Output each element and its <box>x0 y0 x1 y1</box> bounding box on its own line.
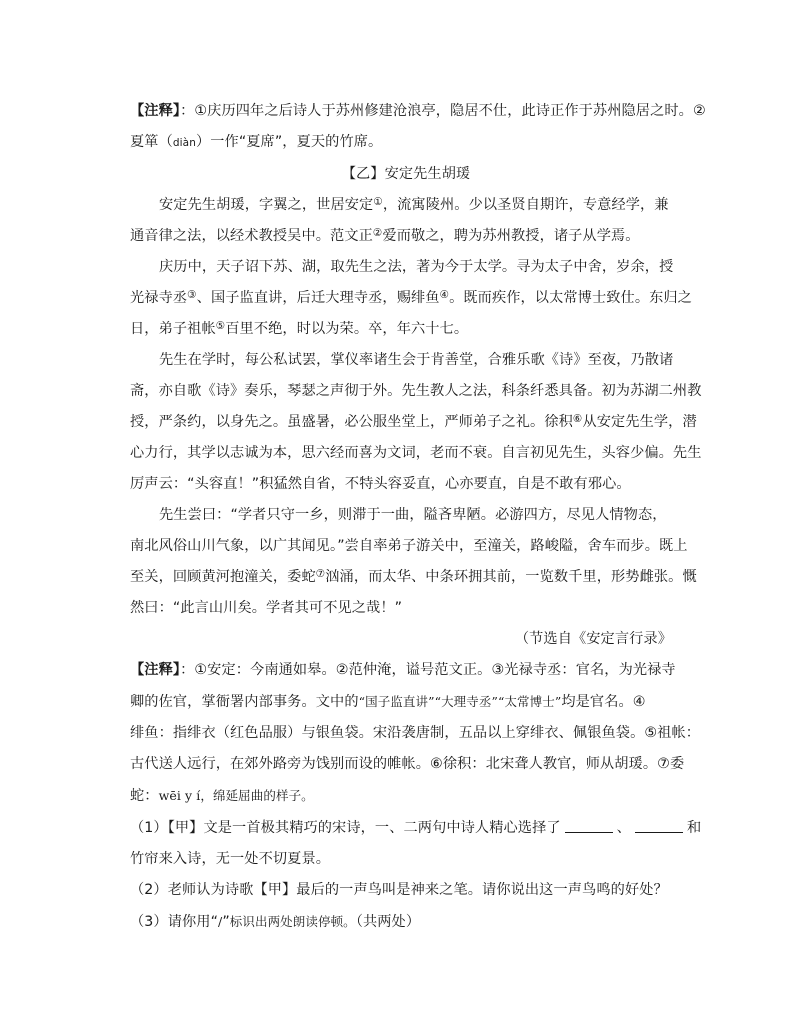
answer-blank-2[interactable] <box>635 820 683 833</box>
source-citation: （节选自《安定言行录》 <box>514 631 672 647</box>
paragraph-2-line-1: 庆历中，天子诏下苏、湖，取先生之法，著为今于太学。寻为太子中舍，岁余，授 <box>159 259 674 275</box>
footnote-marker: ⑦ <box>315 568 326 580</box>
note-1-line-1: 【注释】：①庆历四年之后诗人于苏州修建沧浪亭，隐居不仕，此诗正作于苏州隐居之时。② <box>130 103 706 119</box>
note-label: 【注释】 <box>130 103 181 119</box>
paragraph-4-line-3: 至关，回顾黄河抱潼关，委蛇⑦汹涌，而太华、中条环拥其前，一览数千里，形势雌张。慨 <box>130 568 697 585</box>
pinyin: wēi y í，绵延屈曲的样子。 <box>158 788 314 803</box>
question-3: （3）请你用“/”标识出两处朗读停顿。（共两处） <box>130 914 421 930</box>
footnote-marker: ② <box>372 227 383 239</box>
paragraph-3-line-2: 斋，亦自歌《诗》奏乐，琴瑟之声彻于外。先生教人之法，科条纤悉具备。初为苏湖二州教 <box>130 383 702 399</box>
paragraph-4-line-2: 南北风俗山川气象，以广其闻见。”尝自率弟子游关中，至潼关，路峻隘，舍车而步。既上 <box>130 538 688 554</box>
paragraph-3-line-1: 先生在学时，每公私试罢，掌仪率诸生会于肯善堂，合雅乐歌《诗》至夜，乃散诸 <box>159 352 674 368</box>
answer-blank-1[interactable] <box>565 820 613 833</box>
note-2-line-3: 绯鱼：指绯衣（红色品服）与银鱼袋。宋沿袭唐制，五品以上穿绯衣、佩银鱼袋。⑤祖帐： <box>130 725 701 741</box>
note-2-line-1: 【注释】：①安定：今南通如皋。②范仲淹，谥号范文正。③光禄寺丞：官名，为光禄寺 <box>130 662 676 678</box>
paragraph-2-line-2: 光禄寺丞③、国子监直讲，后迁大理寺丞，赐绯鱼④。既而疾作，以太常博士致仕。东归之 <box>130 289 692 306</box>
document-page <box>130 96 706 938</box>
question-1-line-1: （1）【甲】文是一首极其精巧的宋诗，一、二两句中诗人精心选择了 、 和 <box>130 820 702 836</box>
paragraph-1-line-2: 通音律之法，以经术教授吴中。范文正②爱而敬之，聘为苏州教授，诸子从学焉。 <box>130 227 640 244</box>
footnote-marker: ① <box>373 196 383 208</box>
paragraph-2-line-3: 日，弟子祖帐⑤百里不绝，时以为荣。卒，年六十七。 <box>130 320 469 337</box>
paragraph-4-line-4: 然曰：“此言山川矣。学者其可不见之哉！” <box>130 600 403 616</box>
note-label: 【注释】 <box>130 662 181 678</box>
paragraph-3-line-3: 授，严条约，以身先之。虽盛暑，必公服坐堂上，严师弟子之礼。徐积⑥从安定先生学，潜 <box>130 413 697 430</box>
question-1-line-2: 竹帘来入诗，无一处不切夏景。 <box>130 851 331 867</box>
slash-mark: / <box>218 914 223 929</box>
footnote-marker: ⑤ <box>215 320 226 332</box>
note-2-line-5: 蛇：wēi y í，绵延屈曲的样子。 <box>130 788 314 804</box>
section-title: 【乙】安定先生胡瑗 <box>341 166 471 182</box>
paragraph-4-line-1: 先生尝曰：“学者只守一乡，则滞于一曲，隘吝卑陋。必游四方，尽见人情物态， <box>159 507 667 523</box>
pinyin: diàn <box>172 137 196 149</box>
note-2-line-2: 卿的佐官，掌衙署内部事务。文中的“国子监直讲”“大理寺丞”“太常博士”均是官名。④ <box>130 694 646 710</box>
paragraph-1-line-1: 安定先生胡瑗，字翼之，世居安定①，流寓陵州。少以圣贤自期许，专意经学，兼 <box>159 196 669 213</box>
paragraph-3-line-5: 厉声云：“头容直！”积猛然自省，不特头容妥直，心亦要直，自是不敢有邪心。 <box>130 476 631 492</box>
note-1-line-2: 夏箪（diàn）一作“夏席”，夏天的竹席。 <box>130 134 383 150</box>
note-2-line-4: 古代送人远行，在郊外路旁为饯别而设的帷帐。⑥徐积：北宋聋人教官，师从胡瑗。⑦委 <box>130 756 685 772</box>
footnote-marker: ④ <box>439 289 450 301</box>
official-titles: “国子监直讲”“大理寺丞”“太常博士” <box>358 694 562 709</box>
footnote-marker: ③ <box>187 289 197 301</box>
paragraph-3-line-4: 心力行，其学以志诚为本，思六经而喜为文词，老而不衰。自言初见先生，头容少偏。先生 <box>130 445 702 461</box>
footnote-marker: ⑥ <box>572 413 583 425</box>
question-2: （2）老师认为诗歌【甲】最后的一声鸟叫是神来之笔。请你说出这一声鸟鸣的好处？ <box>130 882 668 898</box>
